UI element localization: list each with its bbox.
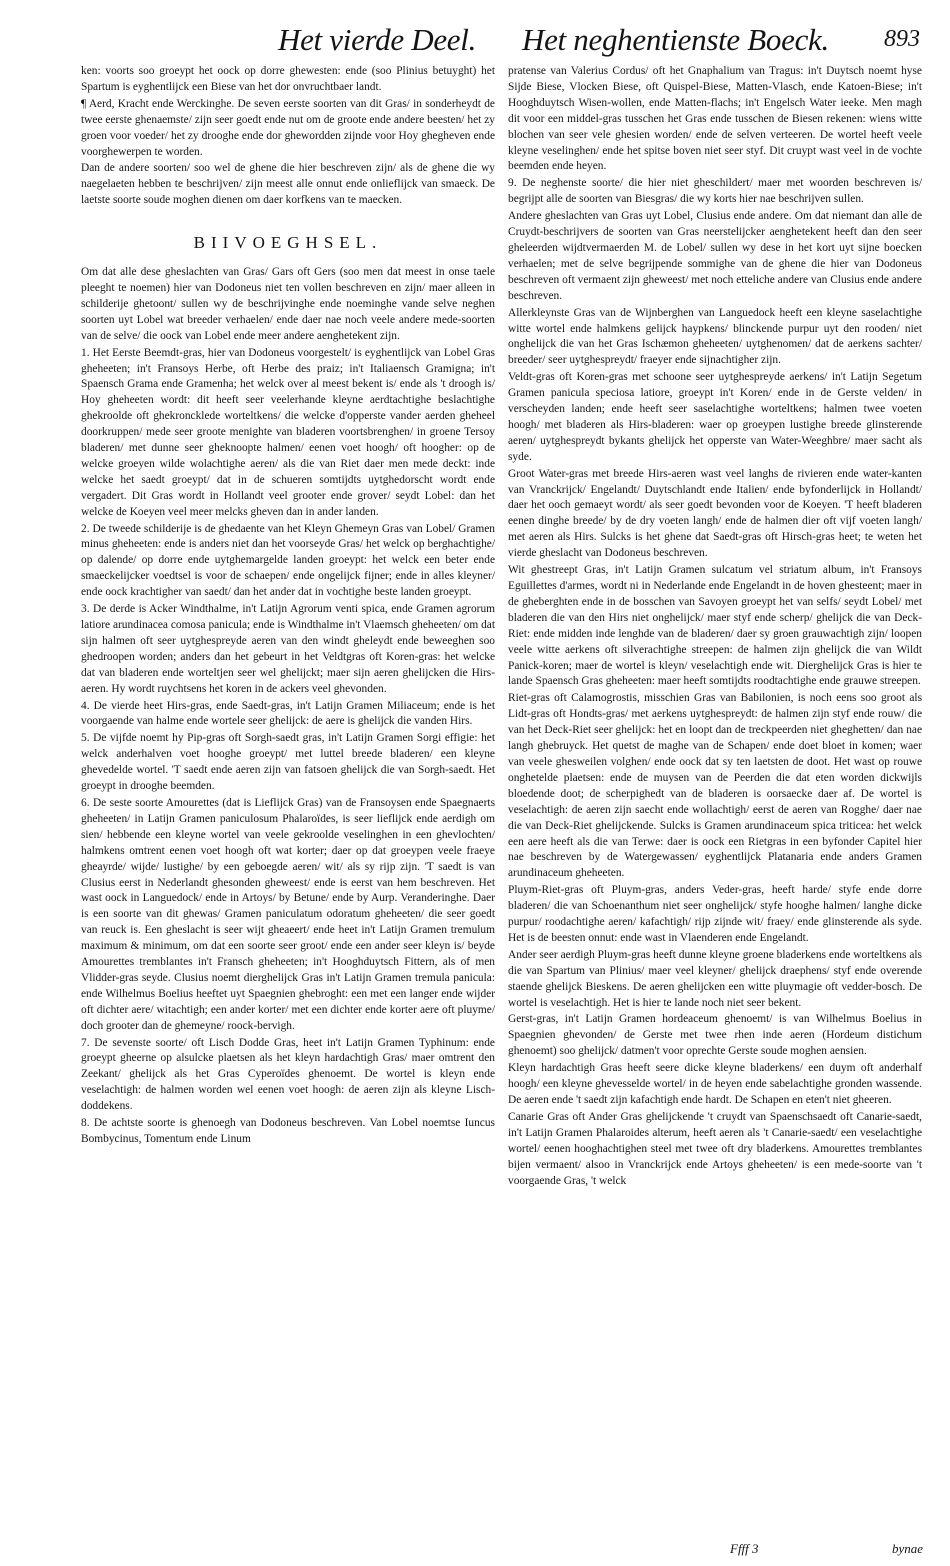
numbered-paragraph: 1. Het Eerste Beemdt-gras, hier van Dodoneus voorgestelt/ is eyghentlijck van Lobel Gras gheheeten; in't Fransoys Herbe, oft Herbe des praiz; in't Italiaensch Gramigna; in't Spaensch Grama ende Gramenha; het welck over al meest bekent is/ ende als 't droogh is/ Hoy gheheeten wordt: dit heeft seer veelerhande kleyne aerdtachtighe beslachtighe ghekroolde oft ghekroncklede worteltkens/ die welcke d'opperste vander aerden gheheel doorkruppen/ mede seer groote menighte van bladeren voortsbrenghen/ in groene Tersoy bladeren/ met dunne seer gheknoopte halmen/ eenen voet hoogh/ oft hoogher: op de welcke groeyen wilde wolachtighe aeren/ als die van Riet daer men mede deckt: inde welcke het saedt groeypt/ dat in de schueren somtijdts uytghedorscht wordt ende vergadert. Dit Gras wordt in Hollandt veel grooter ende grover/ seydt Lobel: dan het welcke de Koeyen veel meer melcks gheven dan in ander landen.	[81, 346, 495, 518]
running-title-right: Het neghentienste Boeck.	[522, 22, 829, 57]
paragraph: Canarie Gras oft Ander Gras ghelijckende 't cruydt van Spaenschsaedt oft Canarie-saedt, in't Latijn Gramen Phalaroides alterum, heeft aeren als 't Canarie-saedt/ een veselachtighe wortel/ eenen hooghachtighen steel met twee oft dry bladerkens. Amourettes tremblantes bijen vermaent/ alsoo in Vranckrijck ende Artoys gheheeten/ is een mede-soorte van 't voorgaende Gras, 't welck	[508, 1110, 922, 1187]
numbered-paragraph: 8. De achtste soorte is ghenoegh van Dodoneus beschreven. Van Lobel noemtse Iuncus Bombycinus, Tomentum ende Linum	[81, 1117, 495, 1145]
page-number: 893	[884, 26, 920, 52]
catchword: bynae	[892, 1541, 924, 1556]
numbered-paragraph: 5. De vijfde noemt hy Pip-gras oft Sorgh-saedt gras, in't Latijn Gramen Sorgi effigie: het welck anderhalven voet hooghe groeypt/ met luttel breede bladeren/ een kleyne ghevedelde wortel. 'T saedt ende aeren zijn van fatsoen ghelijck die van Sorgh-saedt. Het groeypt in drooghe beemden.	[81, 732, 495, 793]
paragraph: Groot Water-gras met breede Hirs-aeren wast veel langhs de rivieren ende water-kanten van Vranckrijck/ Engelandt/ Duytschlandt ende Italien/ ende byfonderlijck in Hollandt/ daer het ooch gemaeyt wordt/ als seer goedt bevonden voor de Koeyen. 'T heeft bladeren eenen dinghe breede/ by de dry voeten langh/ ende de halmen dier oft vijf voeten langh/ met aeren als Hirs. Sulcks is het ghene dat Saedt-gras oft Hirsch-gras heet; te weten het vierde gheslacht van Dodoneus beschreven.	[508, 467, 922, 560]
numbered-paragraph: 7. De sevenste soorte/ oft Lisch Dodde Gras, heet in't Latijn Gramen Typhinum: ende groeypt gheerne op alsulcke plaetsen als het kleyn hardachtigh Gras/ maer omtrent den Zeekant/ ghelijck als het Gras Cyperoïdes ghenoemt. De wortel is kleyn ende veselachtigh: de halmen worden wel eenen voet hoogh: de aeren zijn als kleyne Lisch-doddekens.	[81, 1036, 495, 1113]
paragraph: Gerst-gras, in't Latijn Gramen hordeaceum ghenoemt/ is van Wilhelmus Boelius in Spaegnien ghevonden/ de Gerste met twee rhen inde aeren (Hordeum distichum ghenoemt) soo ghelijck/ datmen't voor oprechte Gerste soude moghen aensien.	[508, 1013, 922, 1058]
paragraph: Andere gheslachten van Gras uyt Lobel, Clusius ende andere. Om dat niemant dan alle de Cruydt-beschrijvers de soorten van Gras neerstelijcker aenghetekent heeft dan den seer gheleerden wijdtvermaerden M. de Lobel/ sullen wy dese in het kort uyt sijne boecken verhaelen; met de selve begrijpende sommighe van de ghene die hier van Dodoneus beschreven oft vermaent zijn gheweest/ met noch etteliche andere van Clusius ende andere beschreven.	[508, 210, 922, 302]
paragraph: Riet-gras oft Calamogrostis, misschien Gras van Babilonien, is noch eens soo groot als Lidt-gras oft Hondts-gras/ met aerkens uytghespreydt: de halmen zijn styf ende rouw/ die van het Deck-Riet seer ghelijck: het en loopt dan de treckpeerden niet gheghetten/ dan nae langh ghebruyck. Het quetst de maghe van de Schapen/ ende doet bloet in komen; waer van veele ghesweilen volghen/ ende oock dat sy ten laetsten de doot. Het wast op rouwe onghetelde plaetsen: ende de muysen van de Peerden die dat eten worden dickwijls bloedende doot; de scherpighedt van de bladeren is oorsaecke daer af. De wortel is veselachtigh: de aeren zijn saecht ende wollachtigh/ eerst de aeren van Rogghe/ daer nae die van Deck-Riet ghelijckende. Sulcks is Gramen arundinaceum spica triticea: het welck een aere heeft als die van Terwe: daer is oock een Rietgras in een byfonder Capitel hier nae beschreven by de Watergewassen/ eyghentlijck Platanaria ende anders Gramen arundinaceum gheheeten.	[508, 692, 922, 880]
paragraph: 9. De neghenste soorte/ die hier niet gheschildert/ maer met woorden beschreven is/ begrijpt alle de soorten van Biesgras/ die wy korts hier nae beschrijven sullen.	[508, 177, 922, 206]
running-header	[0, 22, 950, 68]
paragraph: Kleyn hardachtigh Gras heeft seere dicke kleyne bladerkens/ een duym oft anderhalf hoogh/ een kleyne ghevesselde wortel/ in de heyen ende sabelachtighe gronden wassende. De aeren ende 't saedt zijn kafachtigh ende hardt. De Schapen en eten't niet gheeren.	[508, 1062, 922, 1106]
numbered-paragraph: 2. De tweede schilderije is de ghedaente van het Kleyn Ghemeyn Gras van Lobel/ Gramen minus gheheeten: ende is anders niet dan het voorseyde Gras/ het welck op berghachtighe/ op dalende/ op dorre ende uytghemargelde landen groeypt: het welck een beter ende smaeckelijcker voedtsel is voor de schaepen/ ende ongelijck fijner; ende in alles kleyner/ ende oock krachtigher van saedt/ dan het ander dat in vochtighe beste landen groeypt.	[81, 522, 495, 599]
left-column	[81, 64, 495, 1560]
section-heading: BIIVOEGHSEL.	[193, 233, 383, 253]
paragraph: Ander seer aerdigh Pluym-gras heeft dunne kleyne groene bladerkens ende worteltkens als die van Spartum van Plinius/ maer veel kleyner/ ghelijck draephens/ styf ende overende staende ghelijck Bieskens. De aeren ghelijcken een witte pluymagie oft vedder-bosch. De wortel is veselachtigh. Het is hier te lande noch niet seer bekent.	[508, 948, 922, 1009]
signature-mark: Ffff 3	[730, 1541, 759, 1556]
numbered-paragraph: 6. De seste soorte Amourettes (dat is Lieflijck Gras) van de Fransoysen ende Spaegnaerts gheheeten/ in Latijn Gramen paniculosum Phalaroïdes, is seer lieflijck ende aerdigh om sien/ hebbende een kleyne wortel van veele gekroolde veselinghen in een ghevlochten/ halmkens omtrent eenen voet hoogh oft wat korter; daer op dat groeypen veele fraeye gheayrde/ wijde/ lustighe/ by een geboegde aeren/ wit/ als sy rijp zijn. 'T saedt is van Clusius eerst in Nederlandt ghesonden gheweest/ ende is eerst van hem beschreven. Het wast oock in Languedock/ ende in Artoys/ by Betune/ ende by Aurp. Veranderinghe. Daer is een soorte van dit ghewas/ Gramen paniculatum odoratum gheheeten/ die seer goedt van reuck is. Een gheslacht is seer wijt gheaeert/ ende heet in't Latijn Gramen tremulum maximum & minimum, om dat een soorte seer groot/ ende een ander seer kleyn is/ beyde Amourettes tremblantes in't Fransch gheheeten; in't Hooghduytsch Fittern, als of men Vlidder-gras seyde. Clusius noemt dierghelijck Gras in't Latijn Gramen tremula panicula: ende Wilhelmus Boelius heeftet uyt Spaegnien ghebroght: een met een langer ende wijder oft dichter aere/ witachtigh; een ander korter/ met een dichter ende korter aere oft pluyme/ doch grooter dan de ghemeyne/ roock-bervigh.	[81, 796, 495, 1032]
paragraph: pratense van Valerius Cordus/ oft het Gnaphalium van Tragus: in't Duytsch noemt hyse Sijde Biese, Vlocken Biese, oft Quispel-Biese, Matten-Vlasch, ende Katoen-Biese; in't Hooghduytsch Wisen-wollen, ende Matten-flachs; in't Engelsch Water ieeke. Men magh dit voor een middel-gras tusschen het Gras ende tusschen de Biesen rekenen: wiens witte blochen van seer vele ghesien worden/ ende de selven verteeren. De wortel heeft veele kleyne veselinghen/ ende het spitse boven niet seer styf. Dit cruypt wast veel in de vochte beemden ende heyen.	[508, 65, 922, 173]
intro-paragraph: Om dat alle dese gheslachten van Gras/ Gars oft Gers (soo men dat meest in onse taele pleeght te noemen) hier van Dodoneus niet ten vollen beschreven en zijn/ maer alleen in schilderije ghetoont/ sullen wy de beschrijvinghe ende noeminghe vande selve neghen soorten uyt Lobel wat breeder verhaelen/ ende daer nae noch veele andere mede-soorten van de selve/ die oock van Lobel ende meer andere aenghetekent zijn.	[81, 266, 495, 342]
paragraph: Allerkleynste Gras van de Wijnberghen van Languedock heeft een kleyne saselachtighe witte wortel ende halmkens gelijck haypkens/ blinckende purpur uyt den rooden/ niet onghelijck die van het Gras Ischæmon gheheeten/ uytghenomen/ dat de aerkens sachter/ breeder/ seer uytghespreydt/ fraeyer ende sijnachtigher zijn.	[508, 306, 922, 367]
running-title-left: Het vierde Deel.	[278, 22, 477, 57]
numbered-paragraph: 3. De derde is Acker Windthalme, in't Latijn Agrorum venti spica, ende Gramen agrorum latiore arundinacea comosa panicula; ende is Windthalme in't Vlaemsch gheheeten/ om dat sijn halmen oft seer uytghespreyde aeren van den windt gheleydt ende beweeghen soo ghedroopen worden; anders dan het gebeurt in het Veldtgras oft Koren-gras: het welcke dat van bladeren ende worteltjen seer wel ghelijckt; maer sijn aeren ghelijcken die Hirs-aeren. Hy wordt ruychtsens het koren in de ackers veel ghevonden.	[81, 603, 495, 695]
paragraph: Dan de andere soorten/ soo wel de ghene die hier beschreven zijn/ als de ghene die wy naegelaeten hebben te beschrijven/ zijn meest alle onnut ende onlieflijck van smaeck. De laetste soorte soude moghen dienen om daer korfkens van te maecken.	[81, 162, 495, 207]
right-column	[508, 64, 922, 1560]
paragraph: Veldt-gras oft Koren-gras met schoone seer uytghespreyde aerkens/ in't Latijn Segetum Gramen panicula speciosa latiore, groeypt in't Koren/ ende in de Gerste velden/ in verscheyden landen; ende heeft seer saselachtighe worteltkens; halmen twee voeten hoogh/ met bladeren als Hirs-bladeren: waer op groeypen lustighe breede glinsterende aeren/ uytghespreydt bykants ghelijck het opperste van Water-Weeghbre/ maer sacht als syde.	[508, 371, 922, 463]
paragraph: Wit ghestreept Gras, in't Latijn Gramen sulcatum vel striatum album, in't Fransoys Eguillettes d'armes, wordt ni in Nederlande ende Engelandt in de hoven ghesteent; maer in de gheberghten ende in de bosschen van Savoyen groeypt het van selfs/ seydt Lobel/ met bladeren die van den Hirs niet onghelijck/ maer styf ende scherp/ ghelijck die van Deck-Riet: ende midden inde lenghde van de bladeren/ daer sy groen grauwachtigh zijn/ loopen veele witte aerkens oft silverachtighe streepen: de halmen zijn ghelijck die van Wildt Panick-koren; maer de wortel is kleyn/ veselachtigh ende wit. Dierghelijck Gras is hier te lande Spaensch Gras gheheeten: maer heeft somtijdts roodtachtighe ende grauwe streepen.	[508, 564, 922, 688]
numbered-paragraph: 4. De vierde heet Hirs-gras, ende Saedt-gras, in't Latijn Gramen Miliaceum; ende is het voorgaende van halme ende wortele seer ghelijck: de aere is ghelijck die vanden Hirs.	[81, 699, 495, 728]
paragraph: ken: voorts soo groeypt het oock op dorre ghewesten: ende (soo Plinius betuyght) het Spartum is eyghentlijck een Biese van het dor onvruchtbaer landt.	[81, 65, 495, 93]
paragraph: Pluym-Riet-gras oft Pluym-gras, anders Veder-gras, heeft harde/ styfe ende dorre bladeren/ die van Schoenanthum niet seer onghelijck/ styfe hooghe halmen/ langhe dicke purpur/ roodachtighe aeren/ kafachtigh/ rijp zijnde wit/ fraey/ ende glinsterende als syde. Het is de beesten onnut: ende wast in Vlaenderen ende Engelandt.	[508, 884, 922, 944]
section-subhead-paragraph: ¶ Aerd, Kracht ende Werckinghe. De seven eerste soorten van dit Gras/ in sonderheydt de twee eerste ghenaemste/ zijn seer goedt ende nut om de groote ende andere beesten/ het zy groen voor voeder/ het zy drooghe ende dor ghewordden zijnde voor Hoy ghegheven ende voorghewerpen te worden.	[81, 97, 495, 158]
